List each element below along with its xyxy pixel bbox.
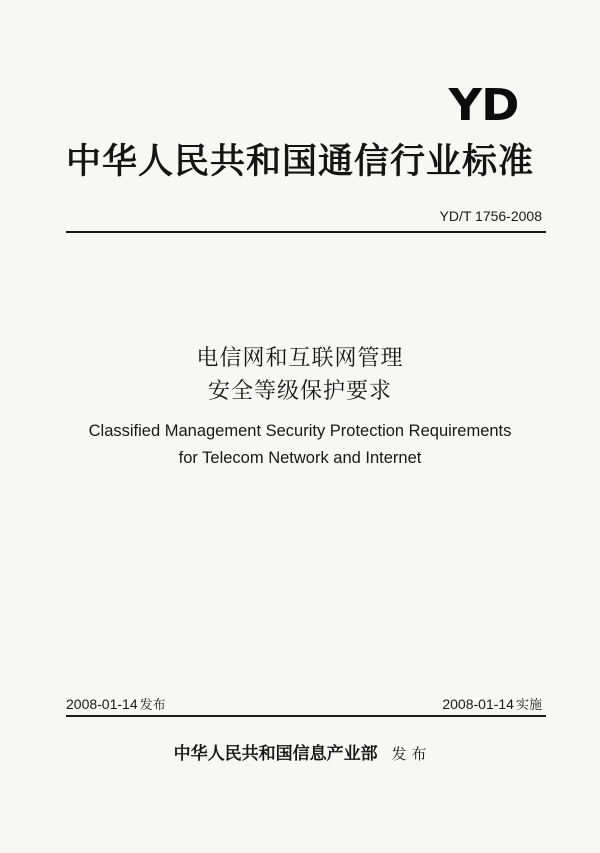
release-date: 2008-01-14: [66, 696, 138, 712]
english-title-line-2: for Telecom Network and Internet: [178, 449, 422, 467]
publisher-block: [0, 739, 600, 764]
publisher-label: 发 布: [391, 745, 427, 763]
effective-date-block: [442, 694, 542, 713]
english-title-line-1: Classified Management Security Protection Requirements: [88, 422, 512, 440]
standard-organization-title: 中华人民共和国通信行业标准: [66, 142, 535, 182]
effective-label: 实施: [515, 698, 542, 713]
chinese-title-line-1: 电信网和互联网管理: [196, 346, 404, 371]
release-date-block: [66, 694, 166, 713]
effective-date: 2008-01-14: [442, 696, 514, 712]
top-divider: [66, 231, 546, 233]
bottom-divider: [66, 715, 546, 717]
publisher-name: 中华人民共和国信息产业部: [173, 744, 378, 764]
standard-code: YD/T 1756-2008: [439, 208, 542, 224]
chinese-title-line-2: 安全等级保护要求: [207, 379, 392, 404]
yd-logo: YD: [448, 80, 518, 131]
release-label: 发布: [139, 698, 166, 713]
